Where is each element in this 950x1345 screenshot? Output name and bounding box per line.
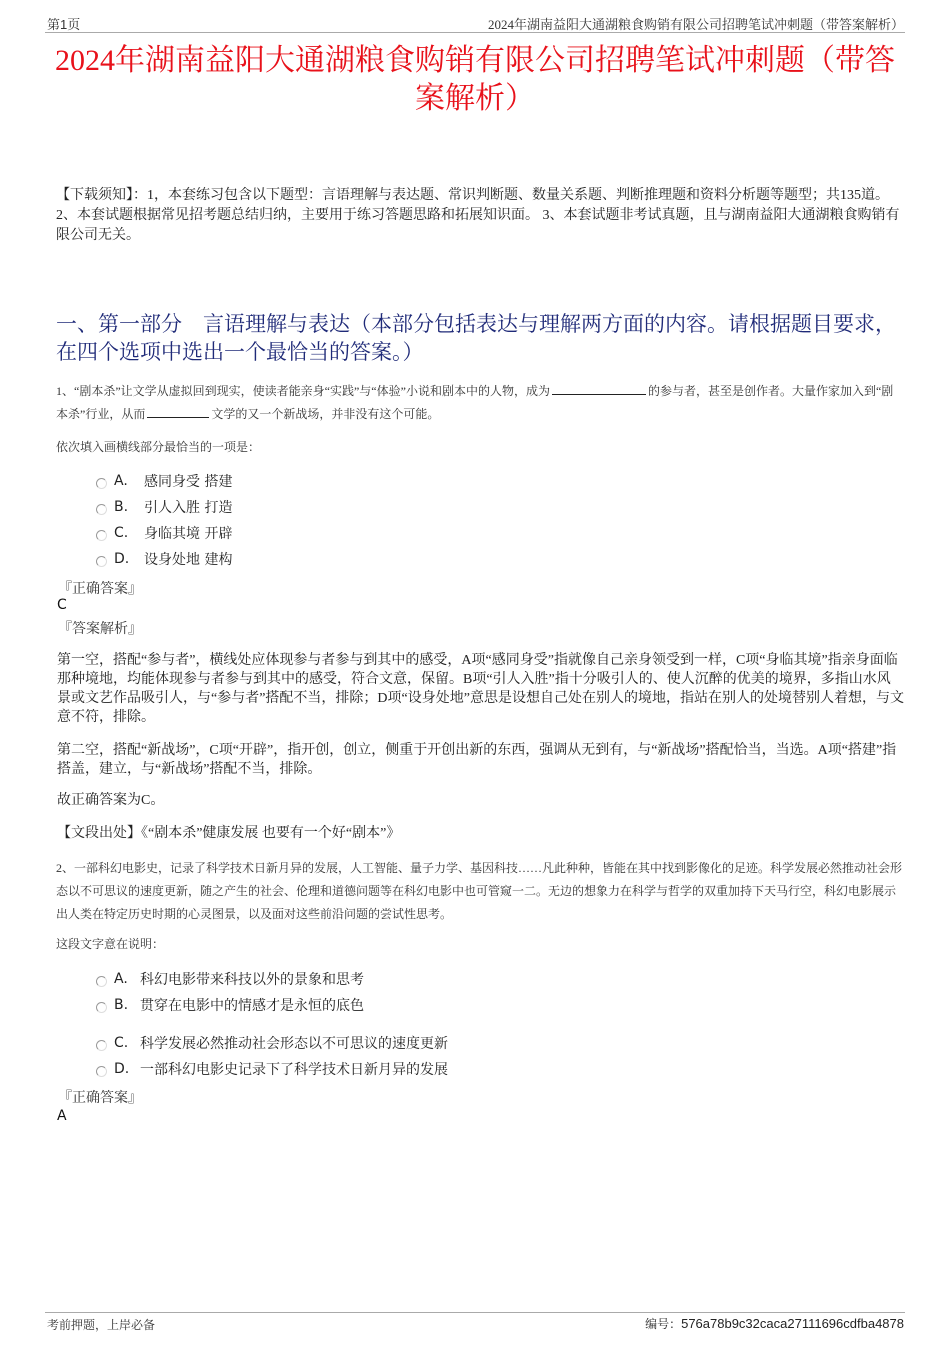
option-letter: A. bbox=[114, 473, 128, 489]
question-1-text bbox=[56, 380, 904, 426]
question-2-option-b[interactable] bbox=[96, 995, 364, 1015]
option-letter: C. bbox=[114, 525, 129, 541]
question-1-conclusion: 故正确答案为C。 bbox=[57, 793, 165, 808]
radio-icon[interactable] bbox=[96, 504, 107, 515]
question-1-analysis-label: 『答案解析』 bbox=[58, 621, 142, 637]
question-1-option-a[interactable] bbox=[96, 471, 232, 491]
option-letter: D. bbox=[114, 551, 130, 567]
option-letter: B. bbox=[114, 499, 129, 515]
option-text: 设身处地 建构 bbox=[144, 552, 233, 568]
option-letter: A. bbox=[114, 971, 128, 987]
serial-number: 576a78b9c32caca27111696cdfba4878 bbox=[681, 1316, 904, 1331]
question-2-text: 2、一部科幻电影史，记录了科学技术日新月异的发展，人工智能、量子力学、基因科技……凡此种种，皆能在其中找到影像化的足迹。科学发展必然推动社会形态以不可思议的速度更新，随之产生的社会、伦理和道德问题等在科幻电影中也可管窥一二。无边的想象力在科学与哲学的双重加持下天马行空，科幻电影展示出人类在特定历史时期的心灵图景，以及面对这些前沿问题的尝试性思考。 bbox=[56, 861, 903, 921]
question-2-answer-label: 『正确答案』 bbox=[58, 1090, 142, 1106]
option-text: 感同身受 搭建 bbox=[144, 474, 233, 490]
radio-icon[interactable] bbox=[96, 1040, 107, 1051]
section-heading: 一、第一部分 言语理解与表达（本部分包括表达与理解两方面的内容。请根据题目要求，在四个选项中选出一个最恰当的答案。） bbox=[56, 312, 896, 364]
question-2-option-c[interactable] bbox=[96, 1033, 448, 1053]
question-1-text-part1: 1、“剧本杀”让文学从虚拟回到现实，使读者能亲身“实践”与“体验”小说和剧本中的人物，成为 bbox=[56, 384, 550, 398]
footer-serial bbox=[645, 1315, 904, 1332]
serial-label: 编号： bbox=[645, 1317, 682, 1331]
question-1-analysis-para-1: 第一空，搭配“参与者”，横线处应体现参与者参与到其中的感受，A项“感同身受”指就像自己亲身领受到一样，C项“身临其境”指亲身面临那种境地，均能体现参与者参与到其中的感受，符合文意，保留。B项“引人入胜”指十分吸引人的、使人沉醉的优美的境界，多指山水风景或文艺作品吸引人，与“参与者”搭配不当，排除；D项“设身处地”意思是设想自己处在别人的境地，指站在别人的处境替别人着想，与文意不符，排除。 bbox=[57, 653, 904, 725]
download-notice: 【下载须知】：1，本套练习包含以下题型：言语理解与表达题、常识判断题、数量关系题、判断推理题和资料分析题等题型；共135道。 2、本套试题根据常见招考题总结归纳，主要用于练习答题思路和拓展知识面。 3、本套试题非考试真题，且与湖南益阳大通湖粮食购销有限公司无关。 bbox=[56, 188, 900, 243]
radio-icon[interactable] bbox=[96, 976, 107, 987]
question-1-text-part2: 的参与者，甚至是创作者。大量作家加入到“剧本杀”行业，从而 bbox=[56, 384, 894, 421]
radio-icon[interactable] bbox=[96, 530, 107, 541]
radio-icon[interactable] bbox=[96, 1002, 107, 1013]
question-1-answer-label: 『正确答案』 bbox=[58, 581, 142, 597]
option-letter: D. bbox=[114, 1061, 130, 1077]
question-1-option-b[interactable] bbox=[96, 497, 232, 517]
option-text: 一部科幻电影史记录下了科学技术日新月异的发展 bbox=[140, 1062, 448, 1078]
header-doc-title: 2024年湖南益阳大通湖粮食购销有限公司招聘笔试冲刺题（带答案解析） bbox=[487, 17, 904, 32]
question-1-analysis-para-2: 第二空，搭配“新战场”，C项“开辟”，指开创，创立，侧重于开创出新的东西，强调从无到有，与“新战场”搭配恰当，当选。A项“搭建”指搭盖，建立，与“新战场”搭配不当，排除。 bbox=[57, 743, 897, 777]
fill-blank-1 bbox=[552, 384, 646, 395]
question-1-text-part3: 文学的又一个新战场，并非没有这个可能。 bbox=[211, 407, 440, 421]
page-number: 第1页 bbox=[47, 17, 81, 32]
question-2-option-d[interactable] bbox=[96, 1059, 448, 1079]
question-2-option-a[interactable] bbox=[96, 969, 364, 989]
option-text: 引人入胜 打造 bbox=[144, 500, 233, 516]
question-1-option-c[interactable] bbox=[96, 523, 232, 543]
question-2-prompt: 这段文字意在说明： bbox=[56, 937, 165, 951]
option-text: 贯穿在电影中的情感才是永恒的底色 bbox=[140, 998, 364, 1014]
question-2-answer: A bbox=[57, 1108, 67, 1124]
footer-slogan: 考前押题，上岸必备 bbox=[47, 1318, 156, 1332]
option-letter: C. bbox=[114, 1035, 129, 1051]
option-text: 科学发展必然推动社会形态以不可思议的速度更新 bbox=[140, 1036, 448, 1052]
option-letter: B. bbox=[114, 997, 129, 1013]
radio-icon[interactable] bbox=[96, 1066, 107, 1077]
header-divider bbox=[45, 32, 905, 33]
option-text: 科幻电影带来科技以外的景象和思考 bbox=[140, 972, 364, 988]
document-title: 2024年湖南益阳大通湖粮食购销有限公司招聘笔试冲刺题（带答案解析） bbox=[55, 44, 895, 115]
question-1-option-d[interactable] bbox=[96, 549, 232, 569]
radio-icon[interactable] bbox=[96, 556, 107, 567]
question-1-answer: C bbox=[57, 597, 67, 613]
fill-blank-2 bbox=[147, 407, 209, 418]
radio-icon[interactable] bbox=[96, 478, 107, 489]
question-1-source: 【文段出处】《“剧本杀”健康发展 也要有一个好“剧本”》 bbox=[57, 826, 401, 841]
footer-divider bbox=[45, 1312, 905, 1313]
question-1-prompt: 依次填入画横线部分最恰当的一项是： bbox=[56, 440, 261, 454]
option-text: 身临其境 开辟 bbox=[144, 526, 233, 542]
